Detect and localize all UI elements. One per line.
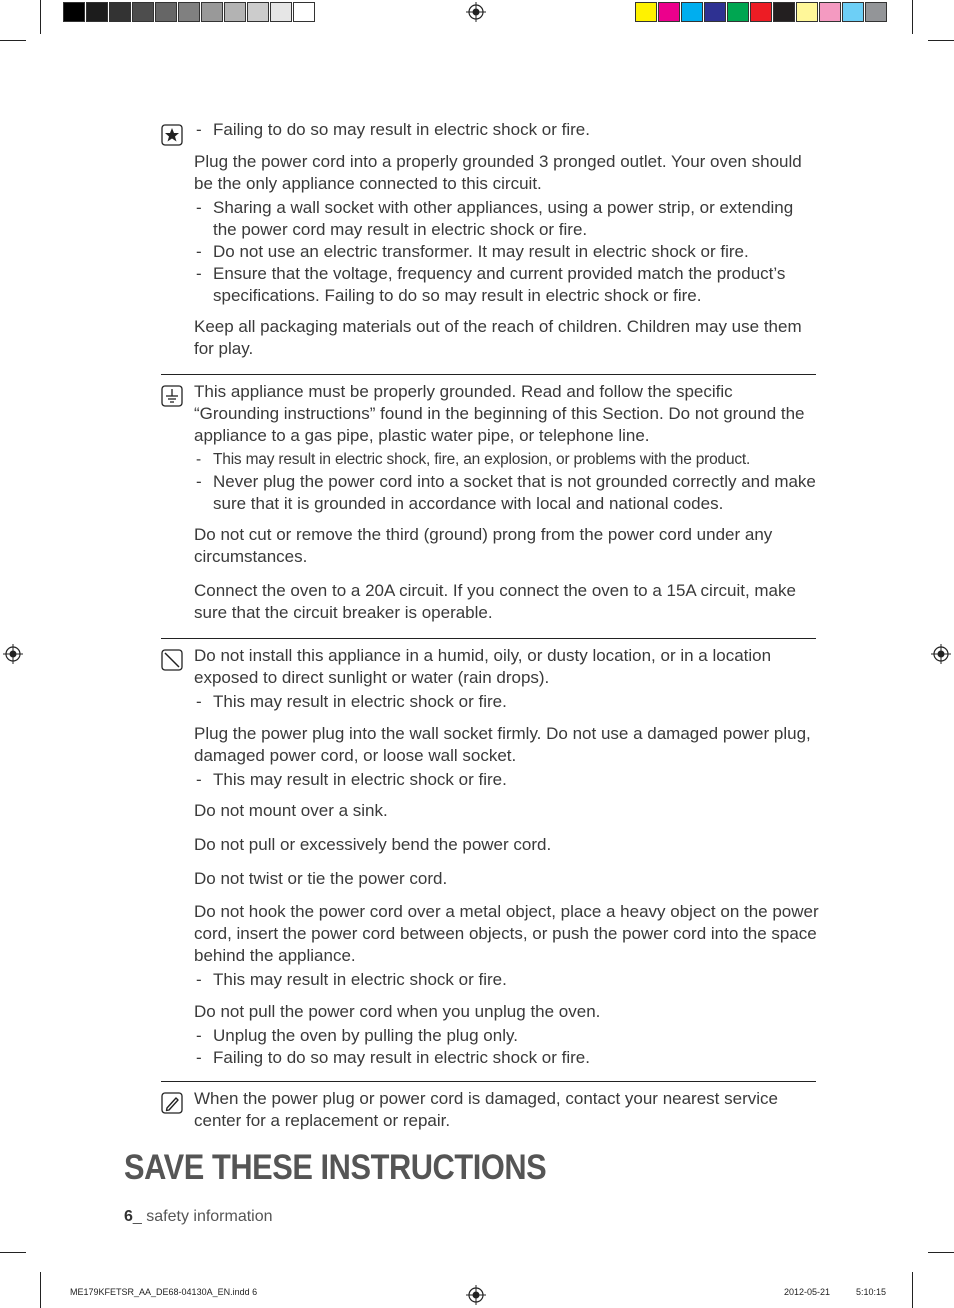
- list-item: - Ensure that the voltage, frequency and current provided match the product’s specifications. Failing to do so may result in electric shock or fire.: [196, 264, 786, 305]
- paragraph: Do not pull or excessively bend the power cord.: [194, 835, 552, 854]
- list-item: - This may result in electric shock or fire.: [196, 970, 507, 989]
- list-item: - Unplug the oven by pulling the plug only.: [196, 1026, 518, 1045]
- section-label: _ safety information: [132, 1208, 273, 1225]
- paragraph: Do not install this appliance in a humid, oily, or dusty location, or in a location exposed to direct sunlight or water (rain drops).: [194, 646, 772, 687]
- slug-time: 5:10:15: [856, 1287, 887, 1297]
- divider: [161, 374, 816, 375]
- note-pencil-icon: [161, 1092, 183, 1114]
- paragraph: Keep all packaging materials out of the reach of children. Children may use them for play.: [194, 317, 802, 358]
- list-item: - This may result in electric shock or fire.: [196, 770, 507, 789]
- divider: [161, 638, 816, 639]
- paragraph: Do not cut or remove the third (ground) prong from the power cord under any circumstances.: [194, 525, 773, 566]
- prohibited-icon: [161, 649, 183, 671]
- list-item: - Sharing a wall socket with other appliances, using a power strip, or extending the power cord may result in electric shock or fire.: [196, 198, 794, 239]
- paragraph: Do not mount over a sink.: [194, 801, 388, 820]
- paragraph: Do not hook the power cord over a metal object, place a heavy object on the power cord, insert the power cord between objects, or push the power cord into the space behind the appliance.: [194, 902, 819, 965]
- list-item: - Do not use an electric transformer. It may result in electric shock or fire.: [196, 242, 749, 261]
- paragraph: When the power plug or power cord is damaged, contact your nearest service center for a replacement or repair.: [194, 1089, 778, 1130]
- paragraph: Connect the oven to a 20A circuit. If you connect the oven to a 15A circuit, make sure that the circuit breaker is operable.: [194, 581, 796, 622]
- list-item: - Never plug the power cord into a socket that is not grounded correctly and make sure that it is grounded in accordance with local and national codes.: [196, 472, 816, 513]
- page-number: 6: [124, 1208, 133, 1225]
- list-item: - Failing to do so may result in electric shock or fire.: [196, 1048, 590, 1067]
- paragraph: Plug the power cord into a properly grounded 3 pronged outlet. Your oven should be the only appliance connected to this circuit.: [194, 152, 802, 193]
- divider: [161, 1081, 816, 1082]
- slug-filename: ME179KFETSR_AA_DE68-04130A_EN.indd 6: [70, 1287, 258, 1297]
- page-footer: [124, 1208, 273, 1226]
- paragraph: Do not twist or tie the power cord.: [194, 869, 448, 888]
- paragraph: This appliance must be properly grounded. Read and follow the specific “Grounding instructions” found in the beginning of this Section. Do not ground the appliance to a gas pipe, plastic water pipe, or telephone line.: [194, 382, 805, 445]
- list-item: - This may result in electric shock or fire.: [196, 692, 507, 711]
- list-item: - Failing to do so may result in electric shock or fire.: [196, 120, 590, 139]
- slug-date: 2012-05-21: [784, 1287, 831, 1297]
- paragraph: Plug the power plug into the wall socket firmly. Do not use a damaged power plug, damaged power cord, or loose wall socket.: [194, 724, 811, 765]
- star-warning-icon: [161, 124, 183, 146]
- list-item: - This may result in electric shock, fire, an explosion, or problems with the product.: [196, 451, 751, 468]
- paragraph: Do not pull the power cord when you unplug the oven.: [194, 1002, 601, 1021]
- ground-symbol-icon: [161, 385, 183, 407]
- page-heading: SAVE THESE INSTRUCTIONS: [124, 1148, 547, 1187]
